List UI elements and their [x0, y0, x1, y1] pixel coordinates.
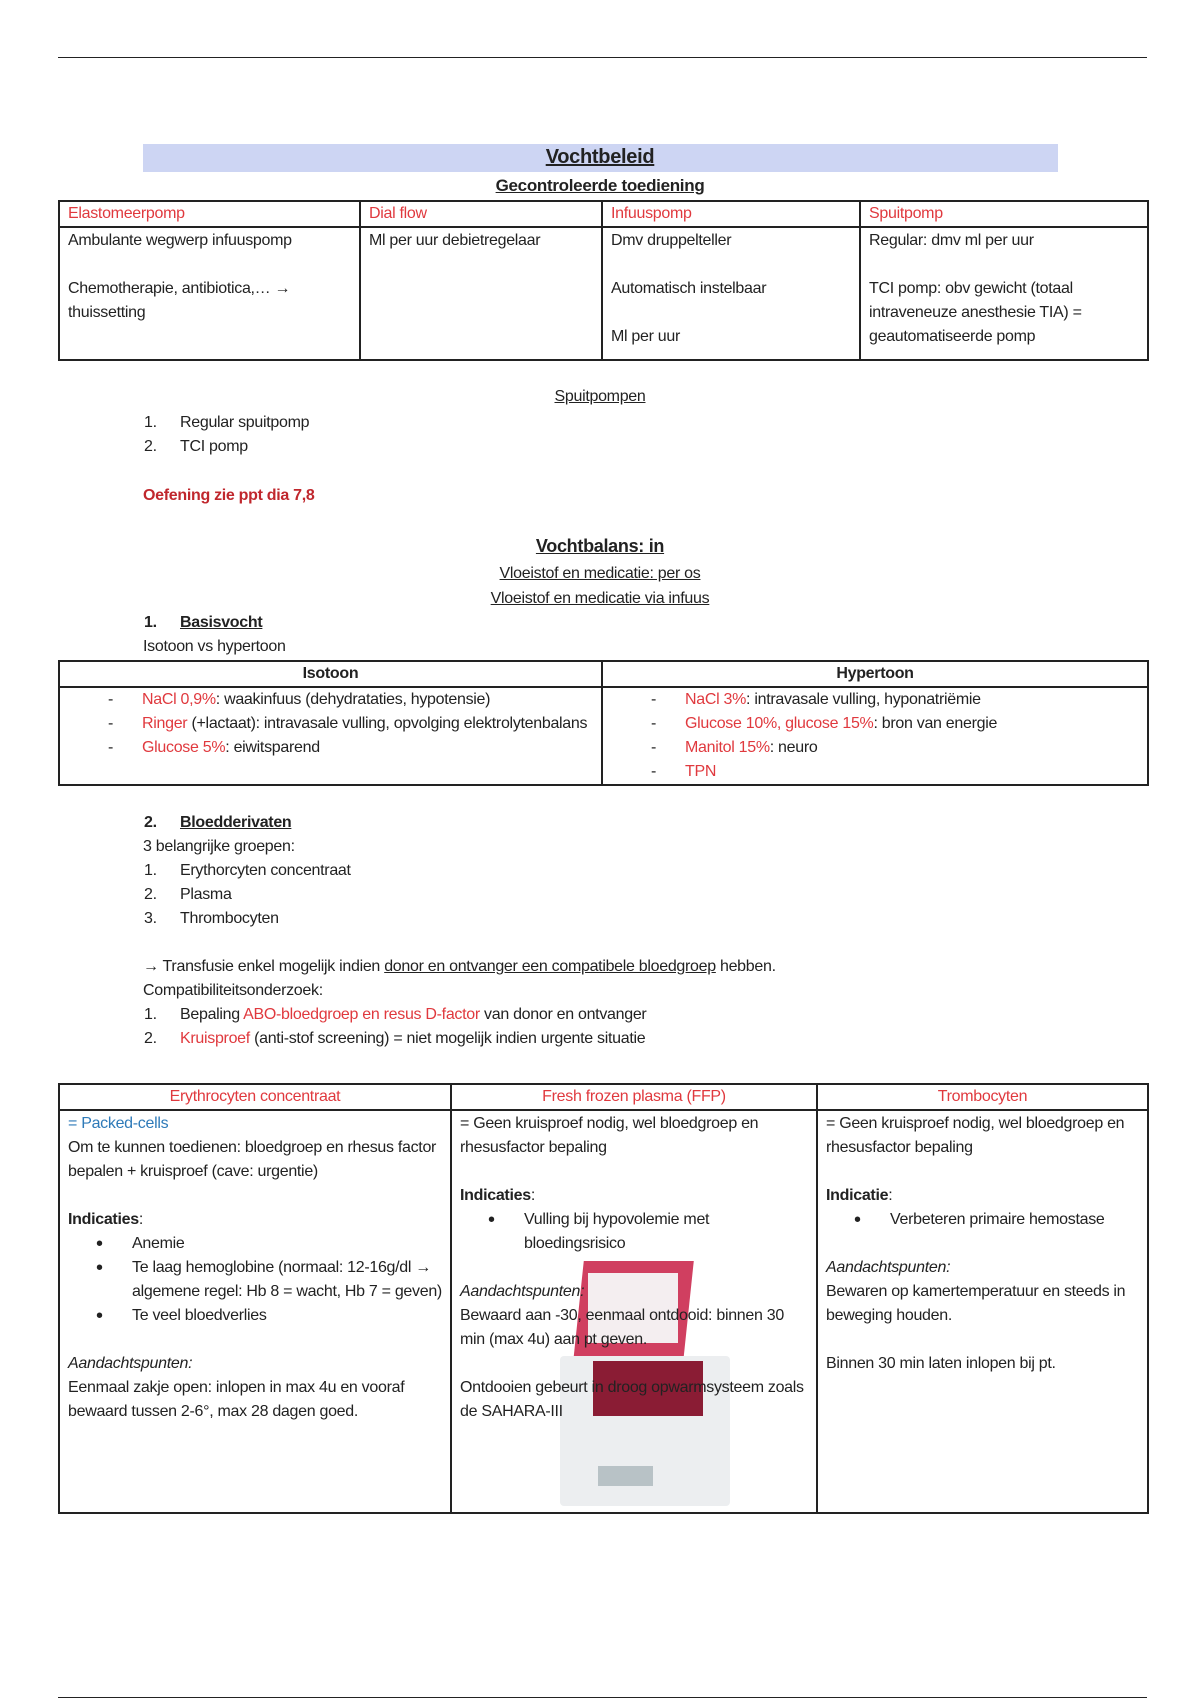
cell-elastomeerpomp [59, 227, 360, 360]
cell-ffp: = Geen kruisproef nodig, wel bloedgroep en rhesusfactor bepaling Indicaties: • Vulling bij hypovolemie met bloedingsrisico Aandachtspunten: Bewaard aan -30, eenmaal ontdooid: binnen 30 min (max 4u) aan pt geven. Ontdooien gebeurt in droog opwarmsysteem zoals de SAHARA-III [451, 1110, 817, 1513]
item-text: Te veel bloedverlies [132, 1307, 267, 1324]
header-elastomeerpomp: Elastomeerpomp [59, 201, 360, 227]
section-heading: Bloedderivaten [180, 814, 292, 831]
cell-text: Eenmaal zakje open: inlopen in max 4u en vooraf bewaard tussen 2-6°, max 28 dagen goed. [68, 1379, 405, 1420]
bloedderivaten-section [108, 811, 1108, 1051]
list-item: - NaCl 0,9%: waakinfuus (dehydrataties, hypotensie) [108, 691, 491, 708]
cell-text: Automatisch instelbaar [611, 280, 767, 297]
compat-label: Compatibiliteitsonderzoek: [143, 982, 323, 999]
cell-hypertoon [602, 687, 1148, 785]
title-text: Vochtbeleid [545, 146, 655, 168]
fluid-name: Glucose 10%, glucose 15% [685, 715, 874, 732]
cell-text: = Geen kruisproef nodig, wel bloedgroep en rhesusfactor bepaling [826, 1115, 1125, 1156]
list-item: • Anemie [96, 1233, 185, 1255]
cell-text: Om te kunnen toedienen: bloedgroep en rhesus factor bepalen + kruisproef (cave: urgentie) [68, 1139, 437, 1180]
list-item: - TPN [651, 763, 717, 780]
header-erythrocyten: Erythrocyten concentraat [59, 1084, 451, 1110]
cell-infuuspomp [602, 227, 860, 360]
list-item: 2. TCI pomp [144, 438, 248, 455]
exercise-note: Oefening zie ppt dia 7,8 [143, 487, 315, 504]
item-key: Kruisproef [180, 1030, 250, 1047]
list-item: - Manitol 15%: neuro [651, 739, 818, 756]
list-item: 3. Thrombocyten [144, 910, 279, 927]
fluid-name: Manitol 15% [685, 739, 770, 756]
cell-dial-flow [360, 227, 602, 360]
fluid-name: Ringer [142, 715, 188, 732]
fluid-desc: : eiwitsparend [225, 739, 320, 756]
cell-text: Ontdooien gebeurt in droog opwarmsysteem zoals de SAHARA-III [460, 1379, 804, 1420]
indications-label: Indicaties [460, 1187, 531, 1204]
list-item: • Te laag hemoglobine (normaal: 12-16g/dl → algemene regel: Hb 8 = wacht, Hb 7 = geven) [96, 1257, 442, 1300]
header-rule [58, 57, 1147, 58]
balance-line: Vloeistof en medicatie via infuus [490, 589, 710, 607]
item-text: Erythorcyten concentraat [180, 862, 351, 879]
basisvocht-intro: Isotoon vs hypertoon [143, 638, 286, 655]
fluid-desc: (+lactaat): intravasale vulling, opvolging elektrolytenbalans [187, 715, 588, 732]
list-item: • Verbeteren primaire hemostase [854, 1209, 1105, 1231]
item-text: (anti-stof screening) = niet mogelijk indien urgente situatie [249, 1030, 646, 1047]
vochtbalans-heading [0, 536, 1200, 557]
balance-line: Vloeistof en medicatie: per os [499, 565, 701, 582]
item-text: Verbeteren primaire hemostase [890, 1211, 1105, 1228]
list-item: 1. Erythorcyten concentraat [144, 862, 351, 879]
pumps-table [58, 200, 1149, 361]
balance-lines [0, 562, 1200, 611]
list-item: • Te veel bloedverlies [96, 1305, 267, 1327]
cell-text: Ambulante wegwerp infuuspomp [68, 232, 292, 249]
fluid-desc: : neuro [769, 739, 818, 756]
item-text: Te laag hemoglobine (normaal: 12-16g/dl → algemene regel: Hb 8 = wacht, Hb 7 = geven) [132, 1259, 442, 1300]
transfusie-note [108, 955, 1108, 979]
packed-cells: Packed-cells [81, 1115, 169, 1132]
cell-text: Dmv druppelteller [611, 232, 732, 249]
item-text: Bepaling [180, 1006, 244, 1023]
note-text: hebben. [715, 958, 776, 975]
fluid-name: NaCl 3% [685, 691, 747, 708]
list-item: 2. Kruisproef (anti-stof screening) = niet mogelijk indien urgente situatie [144, 1030, 646, 1047]
attention-label: Aandachtspunten [826, 1259, 947, 1276]
cell-erythrocyten: = Packed-cells Om te kunnen toedienen: bloedgroep en rhesus factor bepalen + kruisproef (cave: urgentie) Indicaties: • Anemie • Te laag hemoglobine (normaal: 12-16g/dl → algemene regel: Hb 8 = wacht, Hb 7 = geven) • Te veel bloedverlies Aandachtspunten: Eenmaal zakje open: inlopen in max 4u en vooraf bewaard tussen 2-6°, max 28 dagen goed. [59, 1110, 451, 1513]
list-item: 1. Regular spuitpomp [144, 414, 310, 431]
indications-label: Indicatie [826, 1187, 889, 1204]
fluid-desc: : waakinfuus (dehydrataties, hypotensie) [215, 691, 491, 708]
item-text: Thrombocyten [180, 910, 279, 927]
item-text: Plasma [180, 886, 232, 903]
list-item: 1. Bepaling ABO-bloedgroep en resus D-factor van donor en ontvanger [144, 1006, 647, 1023]
fluid-desc: : intravasale vulling, hyponatriëmie [746, 691, 981, 708]
fluid-name: TPN [685, 763, 717, 780]
cell-text: TCI pomp: obv gewicht (totaal intraveneuze anesthesie TIA) = geautomatiseerde pomp [869, 280, 1082, 345]
cell-text: Binnen 30 min laten inlopen bij pt. [826, 1355, 1056, 1372]
subtitle-text: Gecontroleerde toediening [495, 176, 705, 195]
item-key: ABO-bloedgroep en resus D-factor [243, 1006, 480, 1023]
item-text: Regular spuitpomp [180, 414, 310, 431]
item-text: van donor en ontvanger [479, 1006, 647, 1023]
list-item: - NaCl 3%: intravasale vulling, hyponatriëmie [651, 691, 981, 708]
header-dial-flow: Dial flow [360, 201, 602, 227]
eq-sign: = [68, 1115, 82, 1132]
item-text: Vulling bij hypovolemie met bloedingsrisico [524, 1211, 710, 1252]
list-item: - Glucose 5%: eiwitsparend [108, 739, 320, 756]
page-title [0, 146, 1200, 169]
spuitpompen-list [108, 411, 708, 459]
section-number: 1. [144, 614, 157, 631]
attention-label: Aandachtspunten [68, 1355, 189, 1372]
fluid-name: Glucose 5% [142, 739, 226, 756]
cell-text: Regular: dmv ml per uur [869, 232, 1034, 249]
blood-products-table [58, 1083, 1149, 1514]
cell-text: Bewaard aan -30, eenmaal ontdooid: binnen 30 min (max 4u) aan pt geven. [460, 1307, 784, 1348]
attention-label: Aandachtspunten [460, 1283, 581, 1300]
item-text: Anemie [132, 1235, 185, 1252]
list-item: - Glucose 10%, glucose 15%: bron van energie [651, 715, 998, 732]
cell-text: Bewaren op kamertemperatuur en steeds in beweging houden. [826, 1283, 1126, 1324]
cell-trombocyten: = Geen kruisproef nodig, wel bloedgroep en rhesusfactor bepaling Indicatie: • Verbeteren primaire hemostase Aandachtspunten: Bewaren op kamertemperatuur en steeds in beweging houden. Binnen 30 min laten inlopen bij pt. [817, 1110, 1148, 1513]
cell-text: Chemotherapie, antibiotica,… → thuissetting [68, 280, 291, 321]
cell-spuitpomp [860, 227, 1148, 360]
isotoon-hypertoon-table [58, 660, 1149, 786]
header-ffp: Fresh frozen plasma (FFP) [451, 1084, 817, 1110]
list-item: - Ringer (+lactaat): intravasale vulling, opvolging elektrolytenbalans [108, 715, 588, 732]
list-item: • Vulling bij hypovolemie met bloedingsrisico [488, 1209, 710, 1252]
note-text: → Transfusie enkel mogelijk indien [143, 958, 385, 975]
header-hypertoon: Hypertoon [602, 661, 1148, 687]
cell-isotoon [59, 687, 602, 785]
indications-label: Indicaties [68, 1211, 139, 1228]
footer-rule [58, 1697, 1147, 1698]
fluid-name: NaCl 0,9% [142, 691, 216, 708]
fluid-desc: : bron van energie [873, 715, 998, 732]
note-underlined: donor en ontvanger een compatibele bloedgroep [384, 958, 716, 975]
bloed-intro: 3 belangrijke groepen: [143, 838, 295, 855]
cell-text: Ml per uur [611, 328, 681, 345]
list-item: 2. Plasma [144, 886, 232, 903]
header-infuuspomp: Infuuspomp [602, 201, 860, 227]
spuitpompen-heading [0, 388, 1200, 406]
heading-text: Spuitpompen [554, 388, 646, 405]
section-heading: Basisvocht [180, 614, 263, 631]
header-isotoon: Isotoon [59, 661, 602, 687]
item-text: TCI pomp [180, 438, 248, 455]
basisvocht-section [108, 611, 708, 659]
header-trombocyten: Trombocyten [817, 1084, 1148, 1110]
cell-text: Ml per uur debietregelaar [369, 232, 541, 249]
section-number: 2. [144, 814, 157, 831]
heading-text: Vochtbalans: in [535, 536, 665, 556]
header-spuitpomp: Spuitpomp [860, 201, 1148, 227]
cell-text: = Geen kruisproef nodig, wel bloedgroep en rhesusfactor bepaling [460, 1115, 759, 1156]
section-heading-gecontroleerd [0, 176, 1200, 196]
